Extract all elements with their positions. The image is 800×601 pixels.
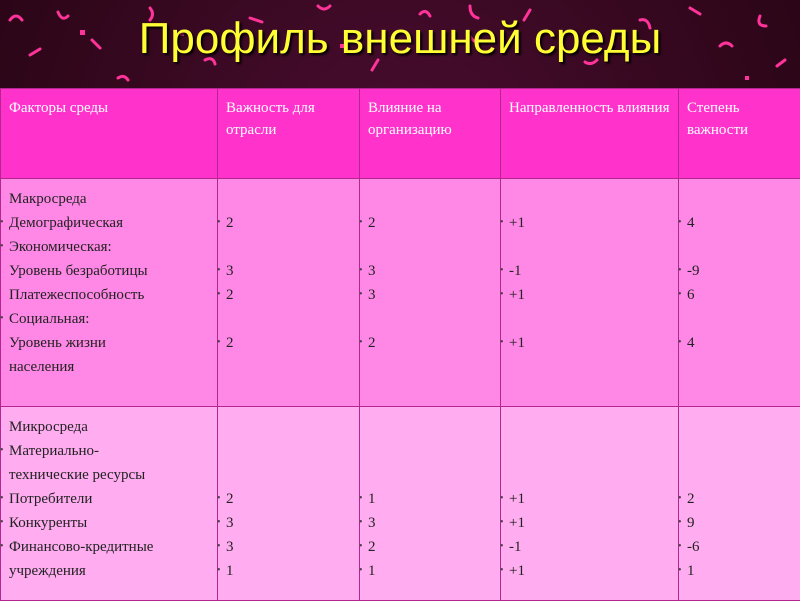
importance-value <box>226 187 353 211</box>
direction-value <box>509 235 672 259</box>
direction-value: • +1 <box>509 211 672 235</box>
factor-item: • Конкуренты <box>9 511 211 535</box>
header-factors: Факторы среды <box>1 89 218 179</box>
influence-value <box>368 187 494 211</box>
degree-value: • 4 <box>687 211 794 235</box>
degree-value: • -9 <box>687 259 794 283</box>
slide-title: Профиль внешней среды <box>0 14 800 64</box>
influence-value <box>368 307 494 331</box>
influence-value <box>368 463 494 487</box>
importance-value: • 3 <box>226 511 353 535</box>
direction-value <box>509 187 672 211</box>
direction-value: • +1 <box>509 559 672 583</box>
influence-value: • 1 <box>368 559 494 583</box>
influence-value <box>368 439 494 463</box>
factor-item: • Социальная: <box>9 307 211 331</box>
factor-item: Макросреда <box>9 187 211 211</box>
importance-value: • 2 <box>226 487 353 511</box>
direction-value <box>509 439 672 463</box>
importance-cell <box>218 407 360 601</box>
direction-value: • -1 <box>509 535 672 559</box>
influence-value: • 3 <box>368 259 494 283</box>
header-influence: Влияние на организацию <box>360 89 501 179</box>
direction-cell <box>501 407 679 601</box>
degree-value: • 4 <box>687 331 794 355</box>
header-direction: Направленность влияния <box>501 89 679 179</box>
direction-value: • +1 <box>509 511 672 535</box>
degree-value <box>687 463 794 487</box>
direction-value: • +1 <box>509 331 672 355</box>
degree-value: • 2 <box>687 487 794 511</box>
direction-value <box>509 415 672 439</box>
factor-cell <box>1 179 218 407</box>
importance-value: • 3 <box>226 535 353 559</box>
influence-value: • 2 <box>368 331 494 355</box>
direction-value: • +1 <box>509 283 672 307</box>
importance-value: • 2 <box>226 211 353 235</box>
degree-cell <box>679 179 800 407</box>
importance-value: • 2 <box>226 283 353 307</box>
importance-value: • 1 <box>226 559 353 583</box>
influence-value: • 3 <box>368 283 494 307</box>
factor-item: населения <box>9 355 211 379</box>
factor-item: Микросреда <box>9 415 211 439</box>
influence-value: • 1 <box>368 487 494 511</box>
header-row <box>1 89 800 179</box>
degree-value <box>687 235 794 259</box>
direction-cell <box>501 179 679 407</box>
influence-value: • 2 <box>368 535 494 559</box>
direction-value <box>509 463 672 487</box>
factor-item: • Финансово-кредитные <box>9 535 211 559</box>
header-importance: Важность для отрасли <box>218 89 360 179</box>
influence-cell <box>360 179 501 407</box>
influence-value <box>368 415 494 439</box>
importance-value <box>226 415 353 439</box>
factor-item: • Потребители <box>9 487 211 511</box>
influence-cell <box>360 407 501 601</box>
factor-item: Платежеспособность <box>9 283 211 307</box>
degree-value <box>687 187 794 211</box>
factor-cell <box>1 407 218 601</box>
importance-value: • 2 <box>226 331 353 355</box>
importance-value <box>226 307 353 331</box>
degree-value: • 9 <box>687 511 794 535</box>
degree-value: • 6 <box>687 283 794 307</box>
header-degree: Степень важности <box>679 89 800 179</box>
influence-value: • 3 <box>368 511 494 535</box>
importance-value <box>226 235 353 259</box>
factor-item: • Экономическая: <box>9 235 211 259</box>
environment-profile-table-wrap <box>0 88 800 600</box>
degree-value <box>687 307 794 331</box>
degree-value: • -6 <box>687 535 794 559</box>
degree-value: • 1 <box>687 559 794 583</box>
influence-value: • 2 <box>368 211 494 235</box>
factor-item: Уровень безработицы <box>9 259 211 283</box>
importance-value <box>226 463 353 487</box>
degree-cell <box>679 407 800 601</box>
influence-value <box>368 235 494 259</box>
factor-item: Уровень жизни <box>9 331 211 355</box>
table-row <box>1 407 800 601</box>
factor-item: технические ресурсы <box>9 463 211 487</box>
degree-value <box>687 415 794 439</box>
importance-value: • 3 <box>226 259 353 283</box>
importance-value <box>226 439 353 463</box>
direction-value: • -1 <box>509 259 672 283</box>
direction-value <box>509 307 672 331</box>
table-row <box>1 179 800 407</box>
degree-value <box>687 439 794 463</box>
factor-item: • Демографическая <box>9 211 211 235</box>
importance-cell <box>218 179 360 407</box>
environment-profile-table <box>0 88 800 601</box>
factor-item: • Материально- <box>9 439 211 463</box>
factor-item: учреждения <box>9 559 211 583</box>
direction-value: • +1 <box>509 487 672 511</box>
